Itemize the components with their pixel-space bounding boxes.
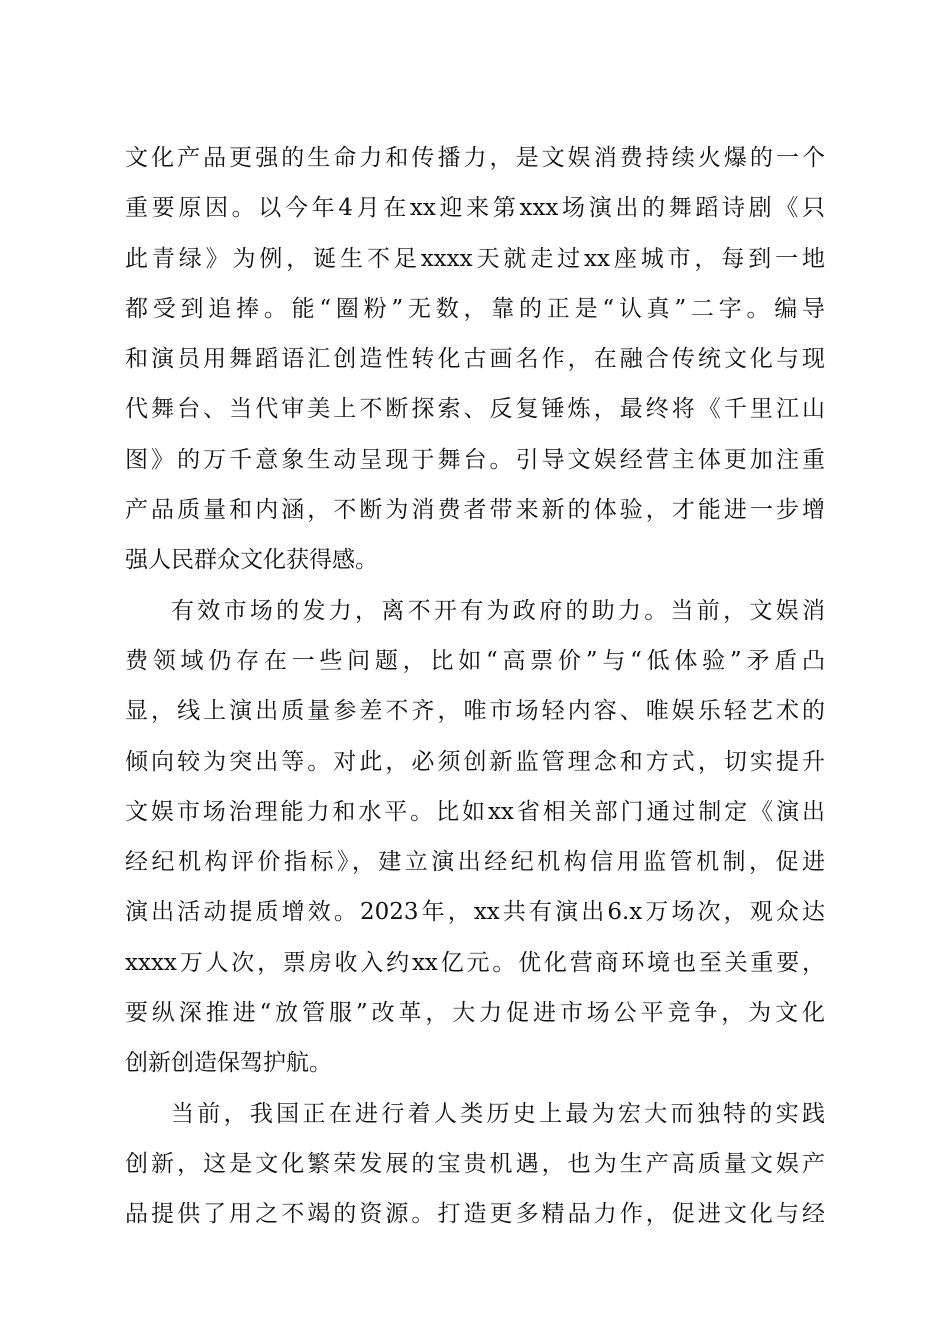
text-line: 和演员用舞蹈语汇创造性转化古画名作，在融合传统文化与现 [125,346,825,373]
text-line: 图》的万千意象生动呈现于舞台。引导文娱经营主体更加注重 [125,446,825,473]
text-line: 文化产品更强的生命力和传播力，是文娱消费持续火爆的一个 [125,145,825,171]
paragraph-first-line: 有效市场的发力，离不开有为政府的助力。当前，文娱消 [171,597,825,624]
text-line: 代舞台、当代审美上不断探索、反复锤炼，最终将《千里江山 [125,396,825,423]
text-line: 此青绿》为例，诞生不足xxxx天就走过xx座城市，每到一地 [125,245,825,272]
text-line: 文娱市场治理能力和水平。比如xx省相关部门通过制定《演出 [125,798,825,825]
text-line: 品提供了用之不竭的资源。打造更多精品力作，促进文化与经 [125,1201,825,1228]
text-line: 显，线上演出质量参差不齐，唯市场轻内容、唯娱乐轻艺术的 [125,698,825,725]
text-line: 都受到追捧。能“圈粉”无数，靠的正是“认真”二字。编导 [125,295,825,322]
text-line: 倾向较为突出等。对此，必须创新监管理念和方式，切实提升 [125,748,825,775]
text-line: 创新，这是文化繁荣发展的宝贵机遇，也为生产高质量文娱产 [125,1150,825,1177]
text-line: 费领域仍存在一些问题，比如“高票价”与“低体验”矛盾凸 [125,647,825,674]
text-line: 强人民群众文化获得感。 [125,547,378,574]
paragraph-first-line: 当前，我国正在进行着人类历史上最为宏大而独特的实践 [171,1100,825,1127]
text-line: 演出活动提质增效。2023年，xx共有演出6.x万场次，观众达 [125,899,825,926]
document-body [125,133,825,1240]
text-line: 经纪机构评价指标》，建立演出经纪机构信用监管机制，促进 [125,849,825,876]
text-line: 要纵深推进“放管服”改革，大力促进市场公平竞争，为文化 [125,1000,825,1027]
text-line: 产品质量和内涵，不断为消费者带来新的体验，才能进一步增 [125,497,825,524]
text-line: xxxx万人次，票房收入约xx亿元。优化营商环境也至关重要， [125,949,825,976]
text-line: 创新创造保驾护航。 [125,1050,332,1077]
text-line: 重要原因。以今年4月在xx迎来第xxx场演出的舞蹈诗剧《只 [125,195,825,222]
